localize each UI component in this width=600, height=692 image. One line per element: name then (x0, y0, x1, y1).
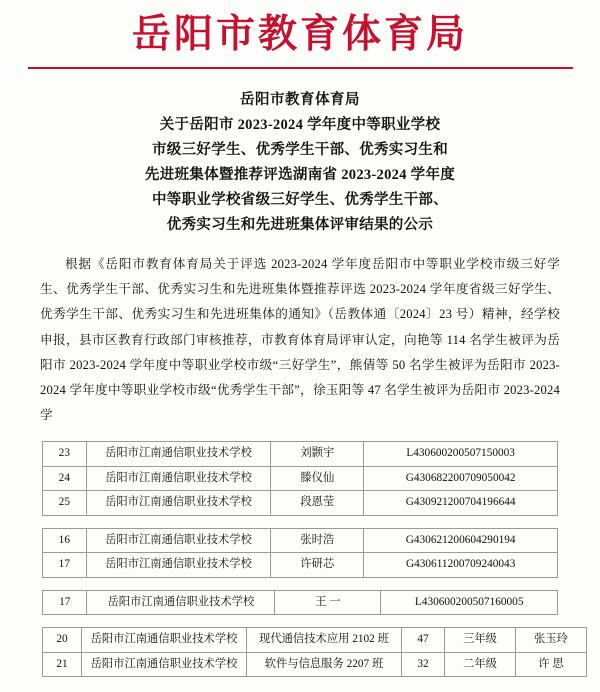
student-id: L430600200507150003 (364, 441, 558, 466)
body-paragraph: 根据《岳阳市教育体育局关于评选 2023-2024 学年度岳阳市中等职业学校市级三好学生、优秀学生干部、优秀实习生和先进班集体暨推荐评选 2023-2024 学年度省级三好学生、优秀学生干部、优秀实习生和先进班集体的通知》（岳教体通〔2024〕23 号）精神，经学校申报，县市区教育行政部门审核推荐，市教育体育局评审认定，向艳等 114 名学生被评为岳阳市 2023-2024 学年度中等职业学校市级“三好学生”，熊倩等 50 名学生被评为岳阳市 2023-2024 学年度中等职业学校市级“优秀学生干部”，徐玉阳等 47 名学生被评为岳阳市 2023-2024 学 (40, 257, 560, 423)
row-number: 16 (43, 528, 87, 553)
row-number: 17 (43, 553, 87, 578)
row-number: 17 (43, 590, 87, 615)
table-students-1 (42, 441, 558, 516)
student-name: 滕仪仙 (271, 466, 364, 491)
table-row (43, 491, 558, 516)
school-name: 岳阳市江南通信职业技术学校 (82, 652, 247, 677)
row-number: 25 (43, 491, 87, 516)
document-title-line: 关于岳阳市 2023-2024 学年度中等职业学校 (159, 117, 441, 134)
table-classes (42, 627, 587, 677)
masthead-divider (28, 67, 573, 69)
teacher-name: 张玉玲 (516, 628, 587, 653)
table-row (43, 652, 587, 677)
student-id: L430600200507160005 (381, 590, 558, 615)
student-id: G430611200709240043 (364, 553, 558, 578)
student-name: 刘颢宇 (271, 441, 364, 466)
student-id: G430921200704196644 (364, 491, 558, 516)
student-name: 许研芯 (271, 553, 364, 578)
table-students-2 (42, 528, 558, 578)
tables-section (0, 441, 600, 677)
table-row (43, 441, 558, 466)
class-name: 现代通信技术应用 2102 班 (247, 628, 402, 653)
teacher-name: 许 思 (516, 652, 587, 677)
table-row (43, 628, 587, 653)
student-count: 47 (402, 628, 445, 653)
row-number: 20 (43, 628, 82, 653)
school-name: 岳阳市江南通信职业技术学校 (87, 590, 275, 615)
class-name: 软件与信息服务 2207 班 (247, 652, 402, 677)
table-row (43, 528, 558, 553)
school-name: 岳阳市江南通信职业技术学校 (86, 466, 271, 491)
student-name: 张时浩 (271, 528, 364, 553)
student-name: 段恩莹 (271, 491, 364, 516)
document-title-line: 先进班集体暨推荐评选湖南省 2023-2024 学年度 (144, 167, 456, 184)
row-number: 23 (43, 441, 87, 466)
student-count: 32 (402, 652, 445, 677)
document-title-line: 中等职业学校省级三好学生、优秀学生干部、 (152, 192, 448, 209)
school-name: 岳阳市江南通信职业技术学校 (86, 491, 271, 516)
document-body (0, 252, 600, 428)
student-name: 王 一 (275, 590, 381, 615)
table-row (43, 553, 558, 578)
masthead-title: 岳阳市教育体育局 (131, 13, 468, 56)
grade-level: 二年级 (445, 652, 516, 677)
school-name: 岳阳市江南通信职业技术学校 (82, 628, 247, 653)
masthead (0, 0, 600, 75)
table-row (43, 466, 558, 491)
student-id: G430621200604290194 (364, 528, 558, 553)
issuing-organization: 岳阳市教育体育局 (240, 91, 360, 108)
row-number: 24 (43, 466, 87, 491)
document-title-line: 市级三好学生、优秀学生干部、优秀实习生和 (152, 142, 448, 159)
school-name: 岳阳市江南通信职业技术学校 (86, 553, 271, 578)
school-name: 岳阳市江南通信职业技术学校 (86, 441, 271, 466)
table-row (43, 590, 558, 615)
student-id: G430682200709050042 (364, 466, 558, 491)
table-students-3 (42, 590, 558, 616)
grade-level: 三年级 (445, 628, 516, 653)
document-title-line: 优秀实习生和先进班集体评审结果的公示 (166, 217, 434, 234)
document-title (42, 113, 558, 238)
document-title-block (0, 89, 600, 238)
row-number: 21 (43, 652, 82, 677)
school-name: 岳阳市江南通信职业技术学校 (86, 528, 271, 553)
